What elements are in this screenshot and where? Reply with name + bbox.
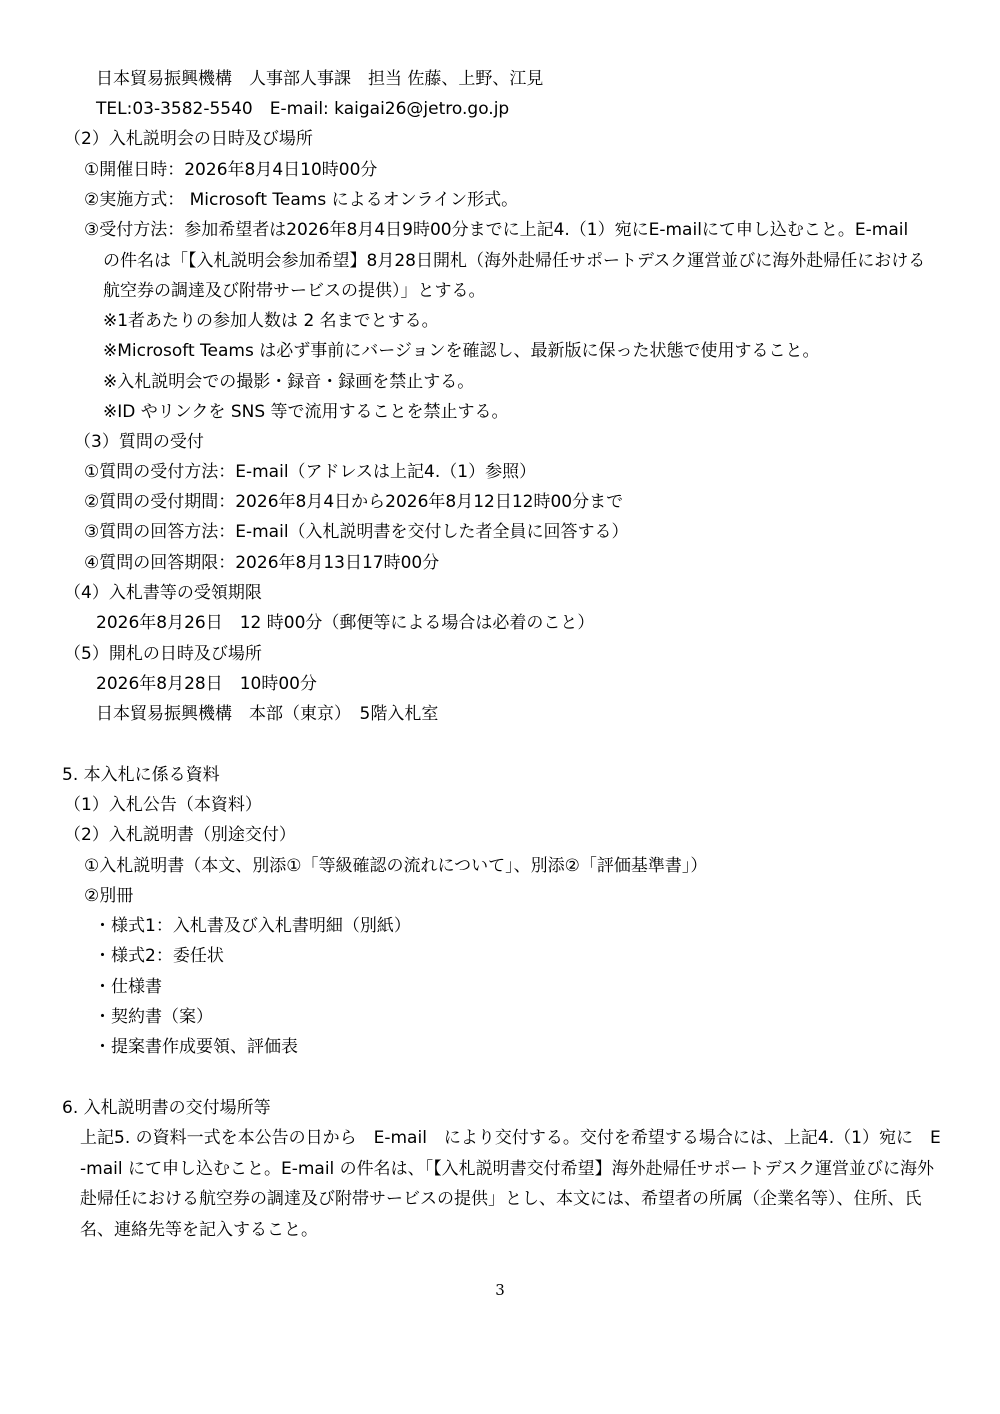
section-5-item-2: （2）入札説明書（別途交付） xyxy=(64,825,296,845)
opening-datetime: 2026年8月28日 10時00分 xyxy=(96,674,317,694)
questions-heading: （3）質問の受付 xyxy=(74,432,204,452)
section-6-heading: 6. 入札説明書の交付場所等 xyxy=(62,1098,271,1118)
section-6-body: 上記5. の資料一式を本公告の日から E-mail により交付する。交付を希望する場合には、上記4.（1）宛に E-mail にて申し込むこと。E-mail の件名は、「【入札説明書交付希望】海外赴帰任サポートデスク運営並びに海外赴帰任における航空券の調達及び附帯サービスの提供」とし、本文には、希望者の所属（企業名等）、住所、氏名、連絡先等を記入すること。 xyxy=(80,1128,941,1240)
section-5-subitem-2: ②別冊 xyxy=(84,886,134,906)
contact-line-2: TEL:03-3582-5540 E-mail: kaigai26@jetro.go.jp xyxy=(96,99,510,119)
section-5-heading: 5. 本入札に係る資料 xyxy=(62,765,220,785)
briefing-note-participants: ※1者あたりの参加人数は 2 名までとする。 xyxy=(103,311,439,331)
briefing-date: ①開催日時：2026年8月4日10時00分 xyxy=(84,160,378,180)
list-item: ・提案書作成要領、評価表 xyxy=(94,1037,298,1057)
briefing-reception-line-1: ③受付方法：参加希望者は2026年8月4日9時00分までに上記4.（1）宛にE-mailにて申し込むこと。E-mail xyxy=(84,220,909,240)
questions-answer-deadline: ④質問の回答期限：2026年8月13日17時00分 xyxy=(84,553,440,573)
list-item: ・契約書（案） xyxy=(94,1007,213,1027)
opening-place: 日本貿易振興機構 本部（東京） 5階入札室 xyxy=(96,704,439,724)
opening-heading: （5）開札の日時及び場所 xyxy=(64,644,262,664)
questions-method: ①質問の受付方法：E-mail（アドレスは上記4.（1）参照） xyxy=(84,462,537,482)
questions-period: ②質問の受付期間：2026年8月4日から2026年8月12日12時00分まで xyxy=(84,492,624,512)
list-item: ・様式2：委任状 xyxy=(94,946,224,966)
briefing-heading: （2）入札説明会の日時及び場所 xyxy=(64,129,313,149)
questions-answer-method: ③質問の回答方法：E-mail（入札説明書を交付した者全員に回答する） xyxy=(84,522,629,542)
list-item: ・様式1：入札書及び入札書明細（別紙） xyxy=(94,916,411,936)
deadline-heading: （4）入札書等の受領期限 xyxy=(64,583,262,603)
briefing-note-teams: ※Microsoft Teams は必ず事前にバージョンを確認し、最新版に保った状態で使用すること。 xyxy=(103,341,820,361)
section-5-item-1: （1）入札公告（本資料） xyxy=(64,795,262,815)
briefing-reception-line-3: 航空券の調達及び附帯サービスの提供）」とする。 xyxy=(103,281,486,301)
section-5-subitem-1: ①入札説明書（本文、別添①「等級確認の流れについて」、別添②「評価基準書」） xyxy=(84,856,708,876)
contact-line-1: 日本貿易振興機構 人事部人事課 担当 佐藤、上野、江見 xyxy=(96,69,544,89)
briefing-note-recording: ※入札説明会での撮影・録音・録画を禁止する。 xyxy=(103,372,475,392)
briefing-method: ②実施方式： Microsoft Teams によるオンライン形式。 xyxy=(84,190,519,210)
briefing-note-sns: ※ID やリンクを SNS 等で流用することを禁止する。 xyxy=(103,402,509,422)
briefing-reception-line-2: の件名は「【入札説明会参加希望】8月28日開札（海外赴帰任サポートデスク運営並びに海外赴帰任における xyxy=(103,251,926,271)
page-number: 3 xyxy=(495,1281,505,1299)
deadline-text: 2026年8月26日 12 時00分（郵便等による場合は必着のこと） xyxy=(96,613,595,633)
list-item: ・仕様書 xyxy=(94,977,162,997)
